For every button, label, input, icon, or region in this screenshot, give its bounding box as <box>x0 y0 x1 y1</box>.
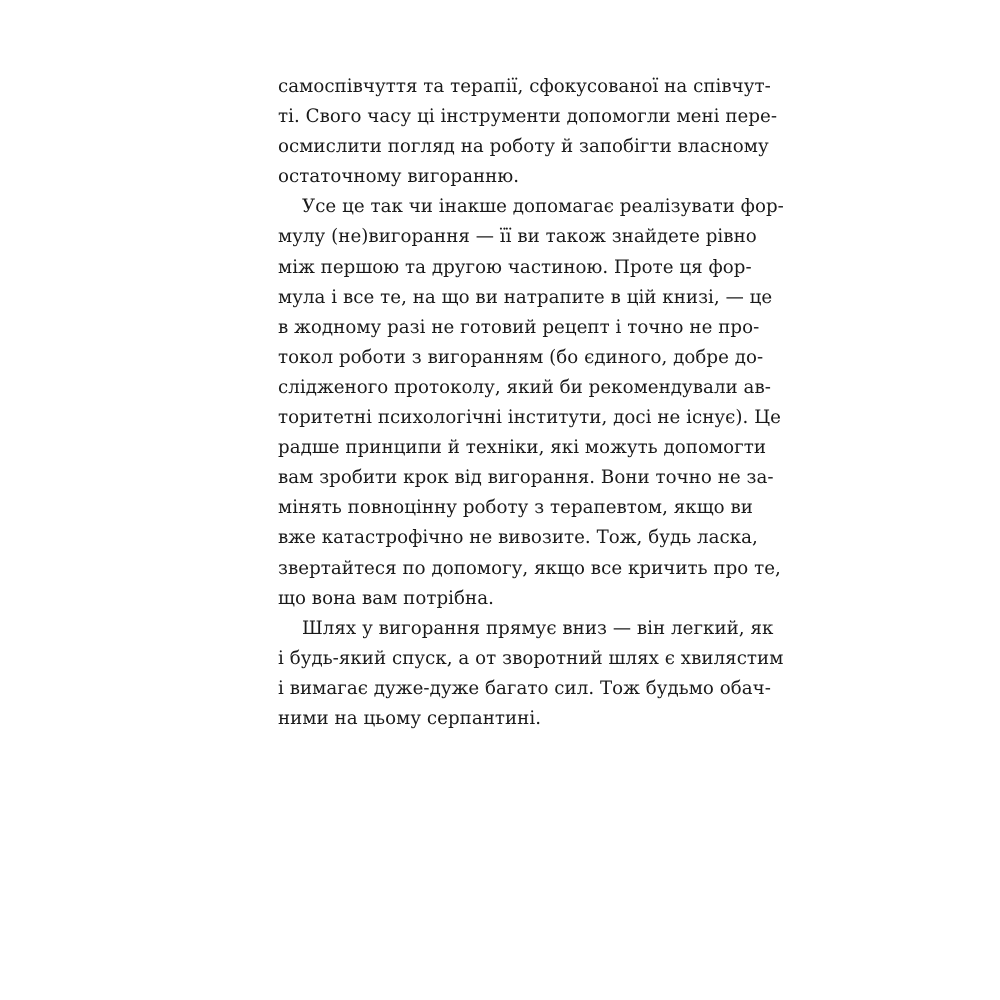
text-line: радше принципи й техніки, які можуть допомогти <box>278 437 767 459</box>
text-line: торитетні психологічні інститути, досі не існує). Це <box>278 407 781 429</box>
text-line: в жодному разі не готовий рецепт і точно не про- <box>278 316 760 338</box>
text-line: осмислити погляд на роботу й запобігти власному <box>278 136 769 158</box>
text-line: вам зробити крок від вигорання. Вони точно не за- <box>278 467 774 489</box>
text-line: ними на цьому серпантині. <box>278 707 542 729</box>
text-line: між першою та другою частиною. Проте ця фор- <box>278 256 752 278</box>
text-line: слідженого протоколу, який би рекомендували ав- <box>278 376 771 398</box>
text-line: Усе це так чи інакше допомагає реалізувати фор- <box>302 196 784 218</box>
text-line: ті. Свого часу ці інструменти допомогли мені пере- <box>278 106 778 128</box>
text-line: мула і все те, на що ви натрапите в цій книзі, — це <box>278 286 773 308</box>
paragraph-2 <box>278 192 784 613</box>
text-line: і будь-який спуск, а от зворотний шлях є хвилястим <box>278 647 784 669</box>
text-line: мінять повноцінну роботу з терапевтом, якщо ви <box>278 497 753 519</box>
paragraph-1 <box>278 72 778 192</box>
text-line: Шлях у вигорання прямує вниз — він легкий, як <box>302 617 774 639</box>
text-line: остаточному вигоранню. <box>278 166 520 188</box>
paragraph-3 <box>278 614 784 734</box>
text-line: токол роботи з вигоранням (бо єдиного, добре до- <box>278 346 764 368</box>
text-line: звертайтеся по допомогу, якщо все кричить про те, <box>278 557 781 579</box>
text-line: і вимагає дуже-дуже багато сил. Тож будьмо обач- <box>278 677 771 699</box>
body-text <box>278 72 784 734</box>
text-line: мулу (не)вигорання — її ви також знайдете рівно <box>278 226 757 248</box>
text-line: самоспівчуття та терапії, сфокусованої на співчут- <box>278 76 771 97</box>
text-line: вже катастрофічно не вивозите. Тож, будь ласка, <box>278 527 758 549</box>
text-line: що вона вам потрібна. <box>278 587 494 609</box>
